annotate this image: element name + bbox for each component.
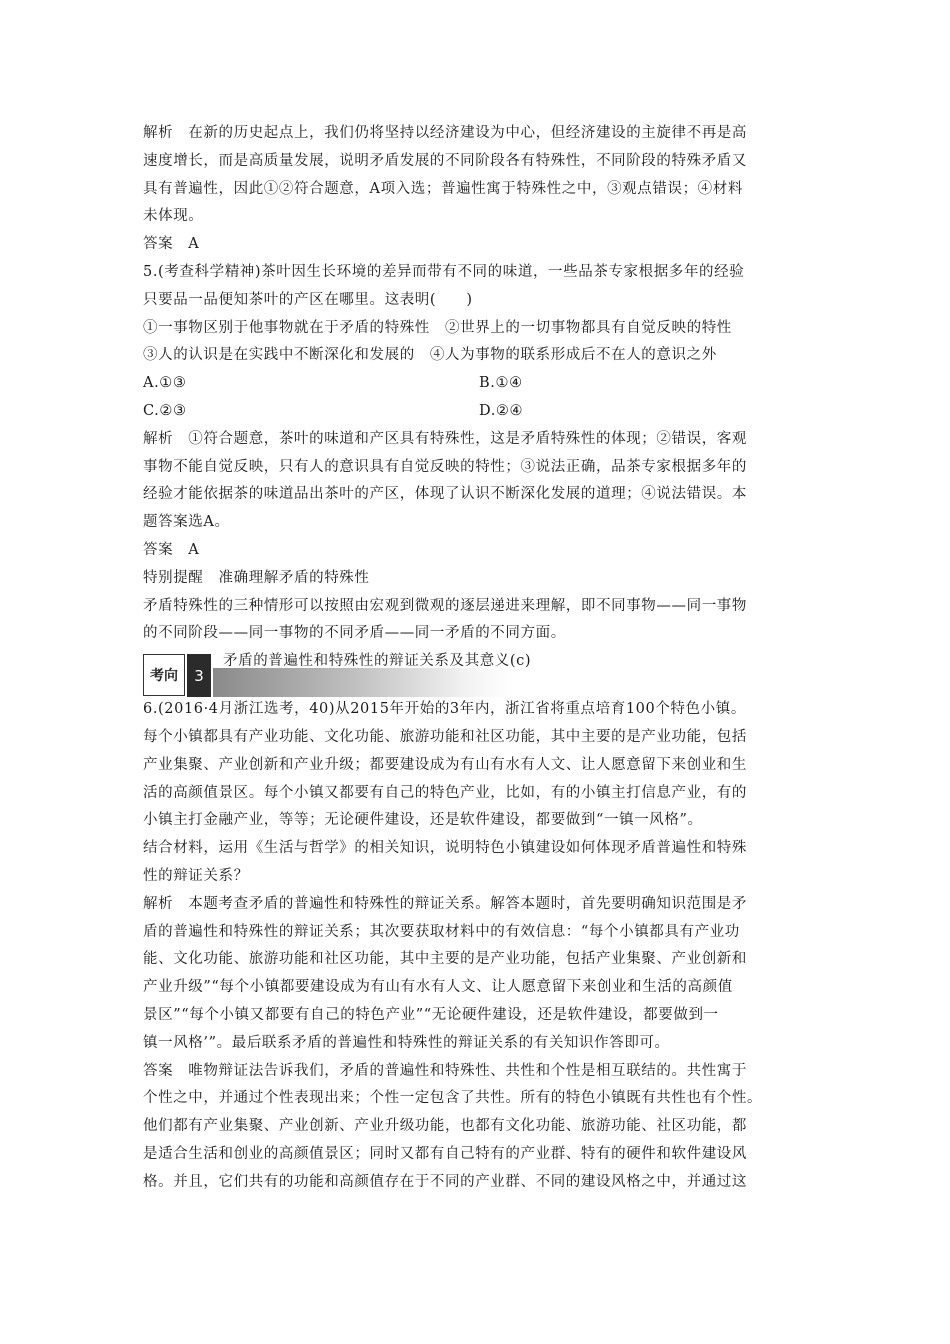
text-line: 每个小镇都具有产业功能、文化功能、旅游功能和社区功能，其中主要的是产业功能，包括 [143, 728, 747, 745]
text-line: 结合材料，运用《生活与哲学》的相关知识，说明特色小镇建设如何体现矛盾普遍性和特殊 [143, 840, 747, 857]
text-line: 是适合生活和创业的高颜值景区；同时又都有自己特有的产业群、特有的硬件和软件建设风 [143, 1145, 747, 1162]
tip-heading: 特别提醒 准确理解矛盾的特殊性 [143, 569, 370, 586]
text-line: 活的高颜值景区。每个小镇又都要有自己的特色产业，比如，有的小镇主打信息产业，有的 [143, 784, 747, 801]
text-line: 的不同阶段——同一事物的不同矛盾——同一矛盾的不同方面。 [143, 625, 566, 642]
text-line: 性的辩证关系？ [143, 867, 249, 884]
options-row-2 [143, 398, 823, 426]
statement-line: ③人的认识是在实践中不断深化和发展的 ④人为事物的联系形成后不在人的意识之外 [143, 347, 717, 364]
section-tag-label: 考向 [143, 654, 185, 696]
text-line: 镇一风格’”。最后联系矛盾的普遍性和特殊性的辩证关系的有关知识作答即可。 [143, 1034, 670, 1051]
options-row-1 [143, 370, 823, 398]
statement-line: ①一事物区别于他事物就在于矛盾的特殊性 ②世界上的一切事物都具有自觉反映的特性 [143, 319, 732, 336]
text-line: 产业集聚、产业创新和产业升级；都要建设成为有山有水有人文、让人愿意留下来创业和生 [143, 756, 747, 773]
question-line: 只要品一品便知茶叶的产区在哪里。这表明( ) [143, 291, 473, 308]
question-line: 5.(考查科学精神)茶叶因生长环境的差异而带有不同的味道，一些品茶专家根据多年的经验 [143, 263, 745, 280]
question-line: 6.(2016·4月浙江选考，40)从2015年开始的3年内，浙江省将重点培育100个特色小镇。 [143, 701, 746, 718]
section-header [143, 650, 823, 696]
section-title: 矛盾的普遍性和特殊性的辩证关系及其意义(c) [223, 653, 532, 670]
text-line: 速度增长，而是高质量发展，说明矛盾发展的不同阶段各有特殊性，不同阶段的特殊矛盾又 [143, 152, 747, 169]
bottom-block [143, 696, 823, 1196]
text-line: 事物不能自觉反映，只有人的意识具有自觉反映的特性；③说法正确，品茶专家根据多年的 [143, 458, 747, 475]
text-line: 经验才能依据茶的味道品出茶叶的产区，体现了认识不断深化发展的道理；④说法错误。本 [143, 486, 747, 503]
text-line: 矛盾特殊性的三种情形可以按照由宏观到微观的逐层递进来理解，即不同事物——同一事物 [143, 597, 747, 614]
option-d: D.②④ [479, 402, 524, 419]
text-line: 景区”“每个小镇又都要有自己的特色产业”“无论硬件建设，还是软件建设，都要做到一 [143, 1006, 719, 1023]
section-gradient-bar [213, 668, 513, 697]
text-line: 格。并且，它们共有的功能和高颜值存在于不同的产业群、不同的建设风格之中，并通过这 [143, 1173, 747, 1190]
option-a: A.①③ [143, 375, 187, 392]
text-line: 解析 本题考查矛盾的普遍性和特殊性的辩证关系。解答本题时，首先要明确知识范围是矛 [143, 895, 747, 912]
answer-line: 答案 唯物辩证法告诉我们，矛盾的普遍性和特殊性、共性和个性是相互联结的。共性寓于 [143, 1062, 747, 1079]
mid-block [143, 426, 823, 648]
text-line: 他们都有产业集聚、产业创新、产业升级功能，也都有文化功能、旅游功能、社区功能，都 [143, 1118, 747, 1135]
option-b: B.①④ [479, 375, 523, 392]
answer-line: 答案 A [143, 236, 200, 253]
text-line: 未体现。 [143, 208, 204, 225]
text-line: 小镇主打金融产业，等等；无论硬件建设，还是软件建设，都要做到“一镇一风格”。 [143, 812, 703, 829]
top-block [143, 120, 823, 370]
text-line: 具有普遍性，因此①②符合题意，A项入选；普遍性寓于特殊性之中，③观点错误；④材料 [143, 180, 743, 197]
text-line: 能、文化功能、旅游功能和社区功能，其中主要的是产业功能，包括产业集聚、产业创新和 [143, 951, 747, 968]
answer-line: 答案 A [143, 541, 200, 558]
text-line: 解析 在新的历史起点上，我们仍将坚持以经济建设为中心，但经济建设的主旋律不再是高 [143, 125, 747, 141]
text-line: 个性之中，并通过个性表现出来；个性一定包含了共性。所有的特色小镇既有共性也有个性。 [143, 1090, 763, 1107]
text-line: 盾的普遍性和特殊性的辩证关系；其次要获取材料中的有效信息：“每个小镇都具有产业功 [143, 923, 740, 940]
section-tag-number: 3 [187, 654, 211, 697]
text-line: 题答案选A。 [143, 514, 230, 531]
document-page [143, 120, 823, 1196]
option-c: C.②③ [143, 402, 187, 419]
text-line: 解析 ①符合题意，茶叶的味道和产区具有特殊性，这是矛盾特殊性的体现；②错误，客观 [143, 430, 747, 447]
text-line: 产业升级”“每个小镇都要建设成为有山有水有人文、让人愿意留下来创业和生活的高颜值 [143, 979, 733, 996]
